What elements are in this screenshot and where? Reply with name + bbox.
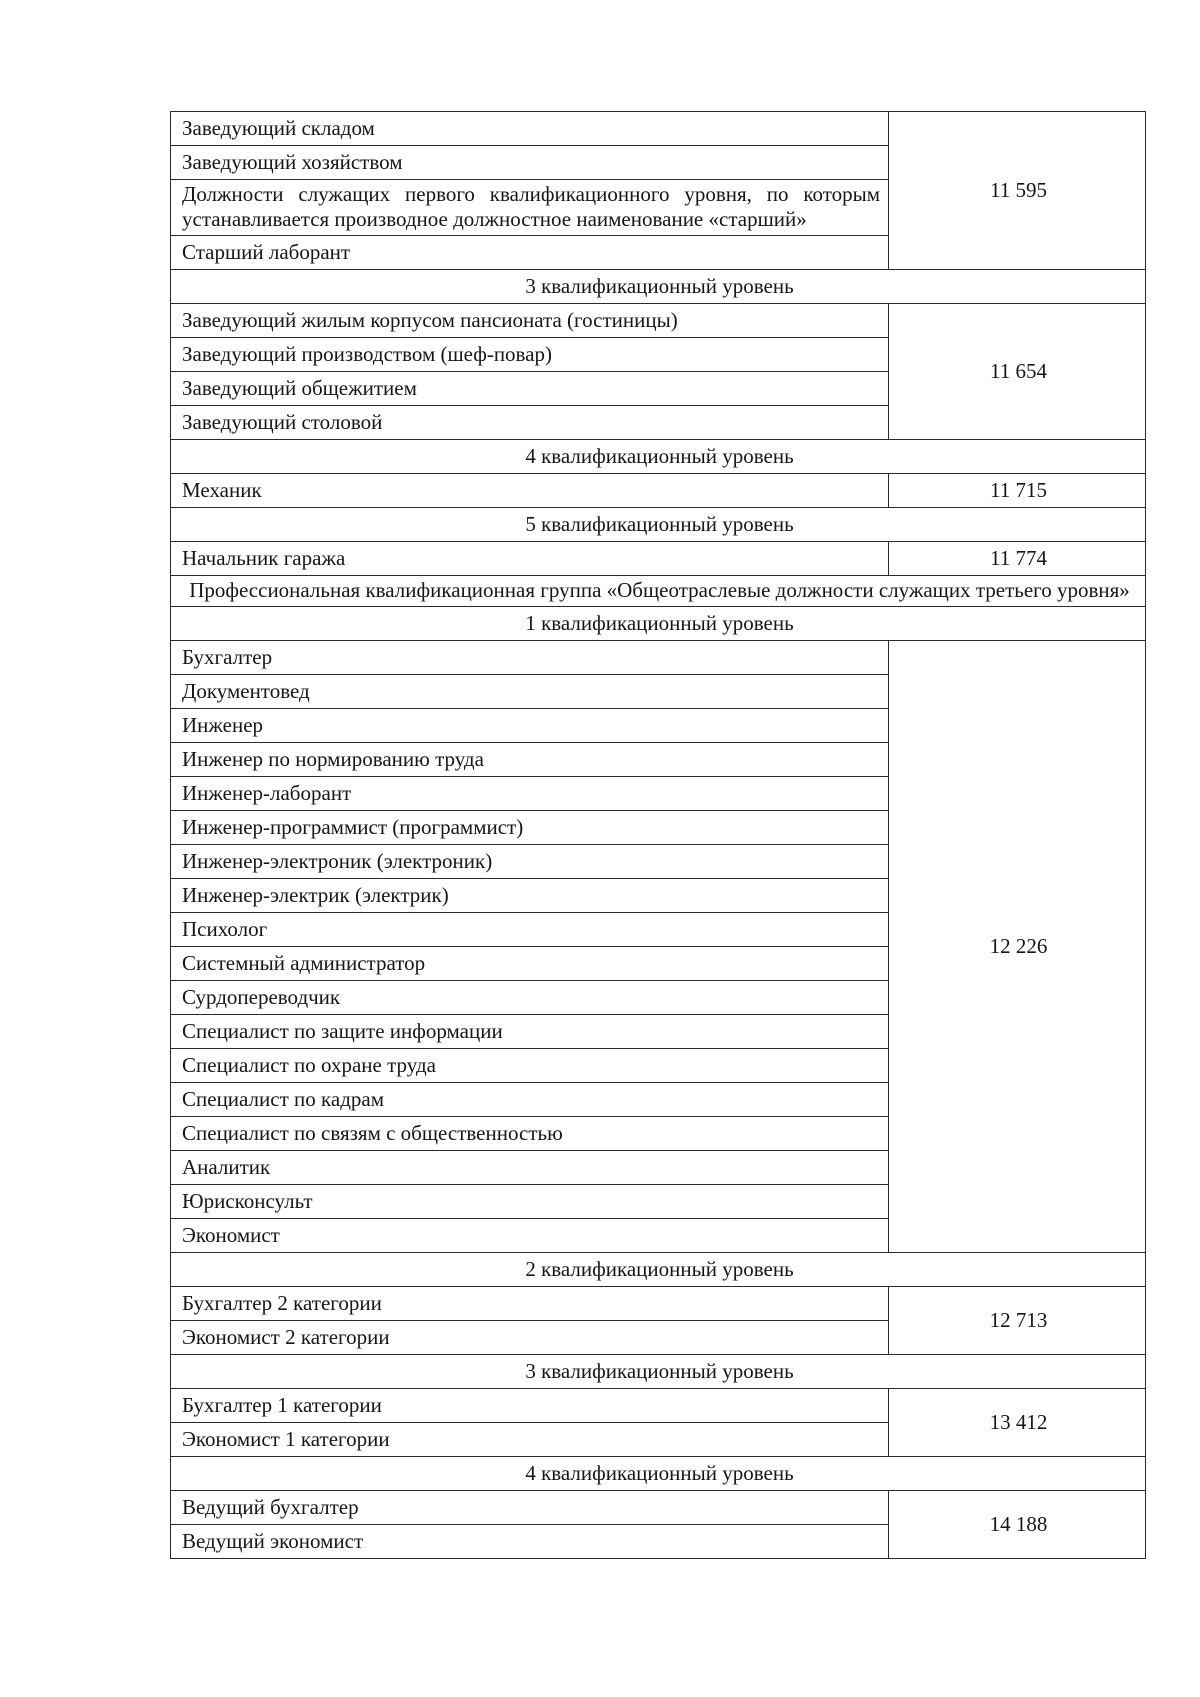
salary-value: 11 595 [889, 112, 1146, 270]
level-row [171, 1355, 1146, 1389]
position-name: Экономист 1 категории [171, 1423, 889, 1457]
position-name: Специалист по охране труда [171, 1049, 889, 1083]
salary-table [170, 111, 1146, 1559]
position-name: Инженер [171, 709, 889, 743]
position-name: Заведующий производством (шеф-повар) [171, 338, 889, 372]
position-name: Сурдопереводчик [171, 981, 889, 1015]
position-name: Заведующий складом [171, 112, 889, 146]
position-name: Механик [171, 474, 889, 508]
qualification-level: 4 квалификационный уровень [171, 1457, 1146, 1491]
position-name: Юрисконсульт [171, 1185, 889, 1219]
table-row [171, 542, 1146, 576]
position-name: Бухгалтер [171, 641, 889, 675]
position-name: Инженер-программист (программист) [171, 811, 889, 845]
qualification-level: 3 квалификационный уровень [171, 1355, 1146, 1389]
position-name: Документовед [171, 675, 889, 709]
qualification-level: 4 квалификационный уровень [171, 440, 1146, 474]
group-title-row [171, 576, 1146, 607]
position-name: Ведущий бухгалтер [171, 1491, 889, 1525]
position-name: Заведующий столовой [171, 406, 889, 440]
table-row [171, 304, 1146, 338]
qualification-level: 1 квалификационный уровень [171, 607, 1146, 641]
salary-value: 12 226 [889, 641, 1146, 1253]
salary-value: 11 654 [889, 304, 1146, 440]
salary-value: 14 188 [889, 1491, 1146, 1559]
position-name: Заведующий жилым корпусом пансионата (гостиницы) [171, 304, 889, 338]
group-title: Профессиональная квалификационная группа «Общеотраслевые должности служащих третьего уровня» [171, 576, 1146, 607]
table-row [171, 1389, 1146, 1423]
level-row [171, 1253, 1146, 1287]
position-name: Психолог [171, 913, 889, 947]
level-row [171, 1457, 1146, 1491]
qualification-level: 3 квалификационный уровень [171, 270, 1146, 304]
position-name: Начальник гаража [171, 542, 889, 576]
level-row [171, 440, 1146, 474]
position-name: Инженер-электроник (электроник) [171, 845, 889, 879]
salary-value: 12 713 [889, 1287, 1146, 1355]
level-row [171, 607, 1146, 641]
position-name: Бухгалтер 1 категории [171, 1389, 889, 1423]
position-name: Инженер-электрик (электрик) [171, 879, 889, 913]
position-name: Инженер по нормированию труда [171, 743, 889, 777]
position-name: Заведующий общежитием [171, 372, 889, 406]
position-name: Аналитик [171, 1151, 889, 1185]
table-row [171, 474, 1146, 508]
level-row [171, 270, 1146, 304]
position-name: Старший лаборант [171, 236, 889, 270]
position-name: Заведующий хозяйством [171, 146, 889, 180]
table-row [171, 1287, 1146, 1321]
salary-table-body [171, 112, 1146, 1559]
position-name: Инженер-лаборант [171, 777, 889, 811]
position-name: Системный администратор [171, 947, 889, 981]
position-name: Специалист по защите информации [171, 1015, 889, 1049]
position-name: Экономист [171, 1219, 889, 1253]
position-name: Должности служащих первого квалификационного уровня, по которым устанавливается производное должностное наименование «старший» [171, 180, 889, 236]
salary-value: 13 412 [889, 1389, 1146, 1457]
position-name: Специалист по связям с общественностью [171, 1117, 889, 1151]
table-row [171, 112, 1146, 146]
position-name: Ведущий экономист [171, 1525, 889, 1559]
position-name: Экономист 2 категории [171, 1321, 889, 1355]
position-name: Бухгалтер 2 категории [171, 1287, 889, 1321]
position-name: Специалист по кадрам [171, 1083, 889, 1117]
table-row [171, 1491, 1146, 1525]
salary-value: 11 715 [889, 474, 1146, 508]
level-row [171, 508, 1146, 542]
qualification-level: 2 квалификационный уровень [171, 1253, 1146, 1287]
qualification-level: 5 квалификационный уровень [171, 508, 1146, 542]
table-row [171, 641, 1146, 675]
salary-value: 11 774 [889, 542, 1146, 576]
